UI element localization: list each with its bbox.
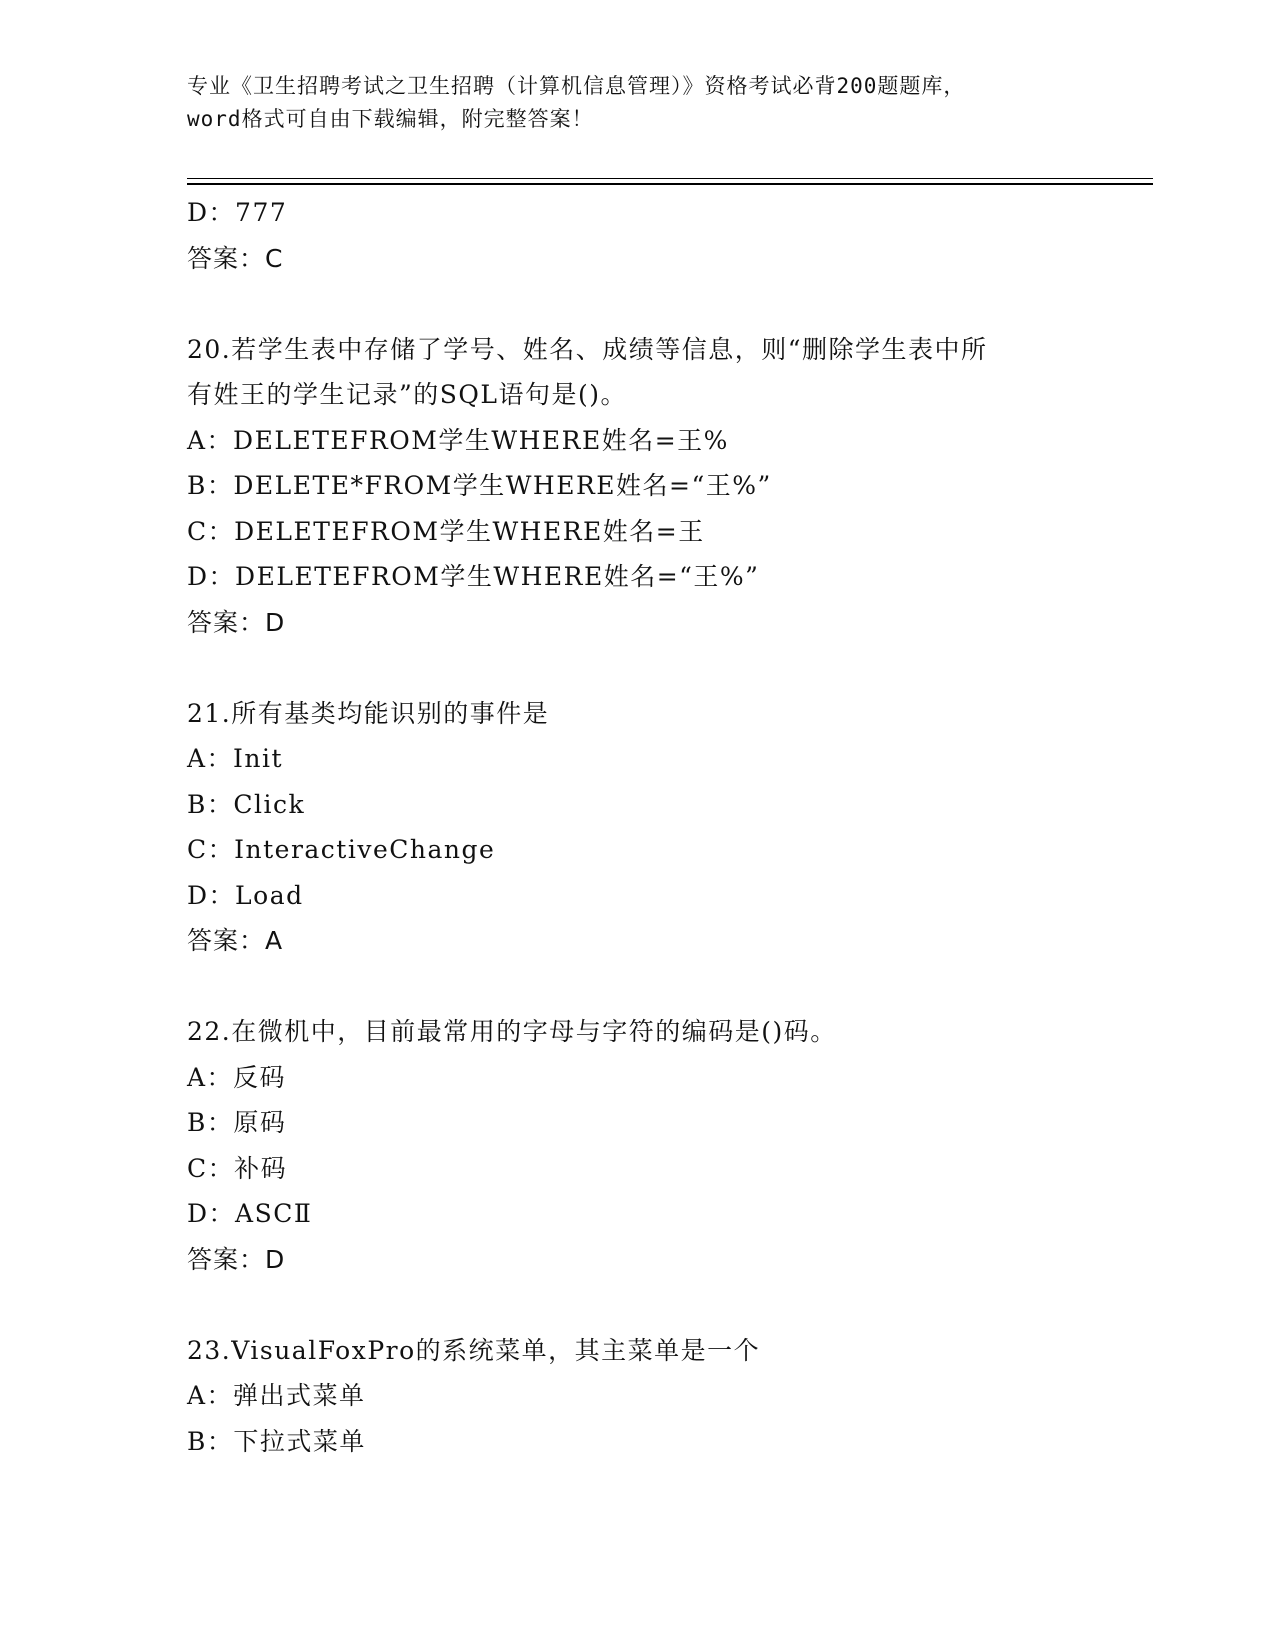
option-c: C：补码 [187,1153,288,1183]
spacer [187,1282,1087,1328]
spacer [187,645,1087,691]
prev-answer: 答案：C [187,243,284,273]
option-b: B：DELETE*FROM学生WHERE姓名=“王%” [187,471,772,500]
option-d: D：DELETEFROM学生WHERE姓名=“王%” [187,562,760,591]
answer: 答案：A [187,926,284,955]
spacer [187,964,1087,1010]
spacer [187,281,1087,327]
question-23 [187,1328,1087,1465]
answer: 答案：D [187,1244,286,1274]
option-c: C：InteractiveChange [187,835,496,864]
option-a: A：弹出式菜单 [187,1381,366,1410]
question-21 [187,691,1087,964]
answer: 答案：D [187,607,286,637]
option-b: B：Click [187,789,306,819]
option-b: B：原码 [187,1108,287,1137]
header-divider-thin [187,178,1153,179]
prev-option-d: D：777 [187,198,288,227]
option-d: D：ASCⅡ [187,1199,313,1228]
option-b: B：下拉式菜单 [187,1426,366,1456]
question-stem: 22.在微机中，目前最常用的字母与字符的编码是()码。 [187,1017,837,1046]
question-stem-cont: 有姓王的学生记录”的SQL语句是()。 [187,380,628,409]
option-a: A：反码 [187,1062,287,1092]
question-stem: 23.VisualFoxPro的系统菜单，其主菜单是一个 [187,1335,761,1365]
question-20 [187,327,1087,646]
option-d: D：Load [187,880,304,910]
question-stem: 20.若学生表中存储了学号、姓名、成绩等信息，则“删除学生表中所 [187,334,988,364]
option-a: A：DELETEFROM学生WHERE姓名=王% [187,425,729,455]
header-divider-thick [187,183,1153,185]
option-c: C：DELETEFROM学生WHERE姓名=王 [187,516,705,546]
question-stem: 21.所有基类均能识别的事件是 [187,698,550,728]
option-a: A：Init [187,744,284,773]
question-22 [187,1009,1087,1282]
question-list [187,190,1087,1464]
document-header [187,70,1087,136]
header-title-line1: 专业《卫生招聘考试之卫生招聘（计算机信息管理）》资格考试必背200题题库， [187,74,966,98]
header-title-line2: word格式可自由下载编辑，附完整答案！ [187,107,594,131]
